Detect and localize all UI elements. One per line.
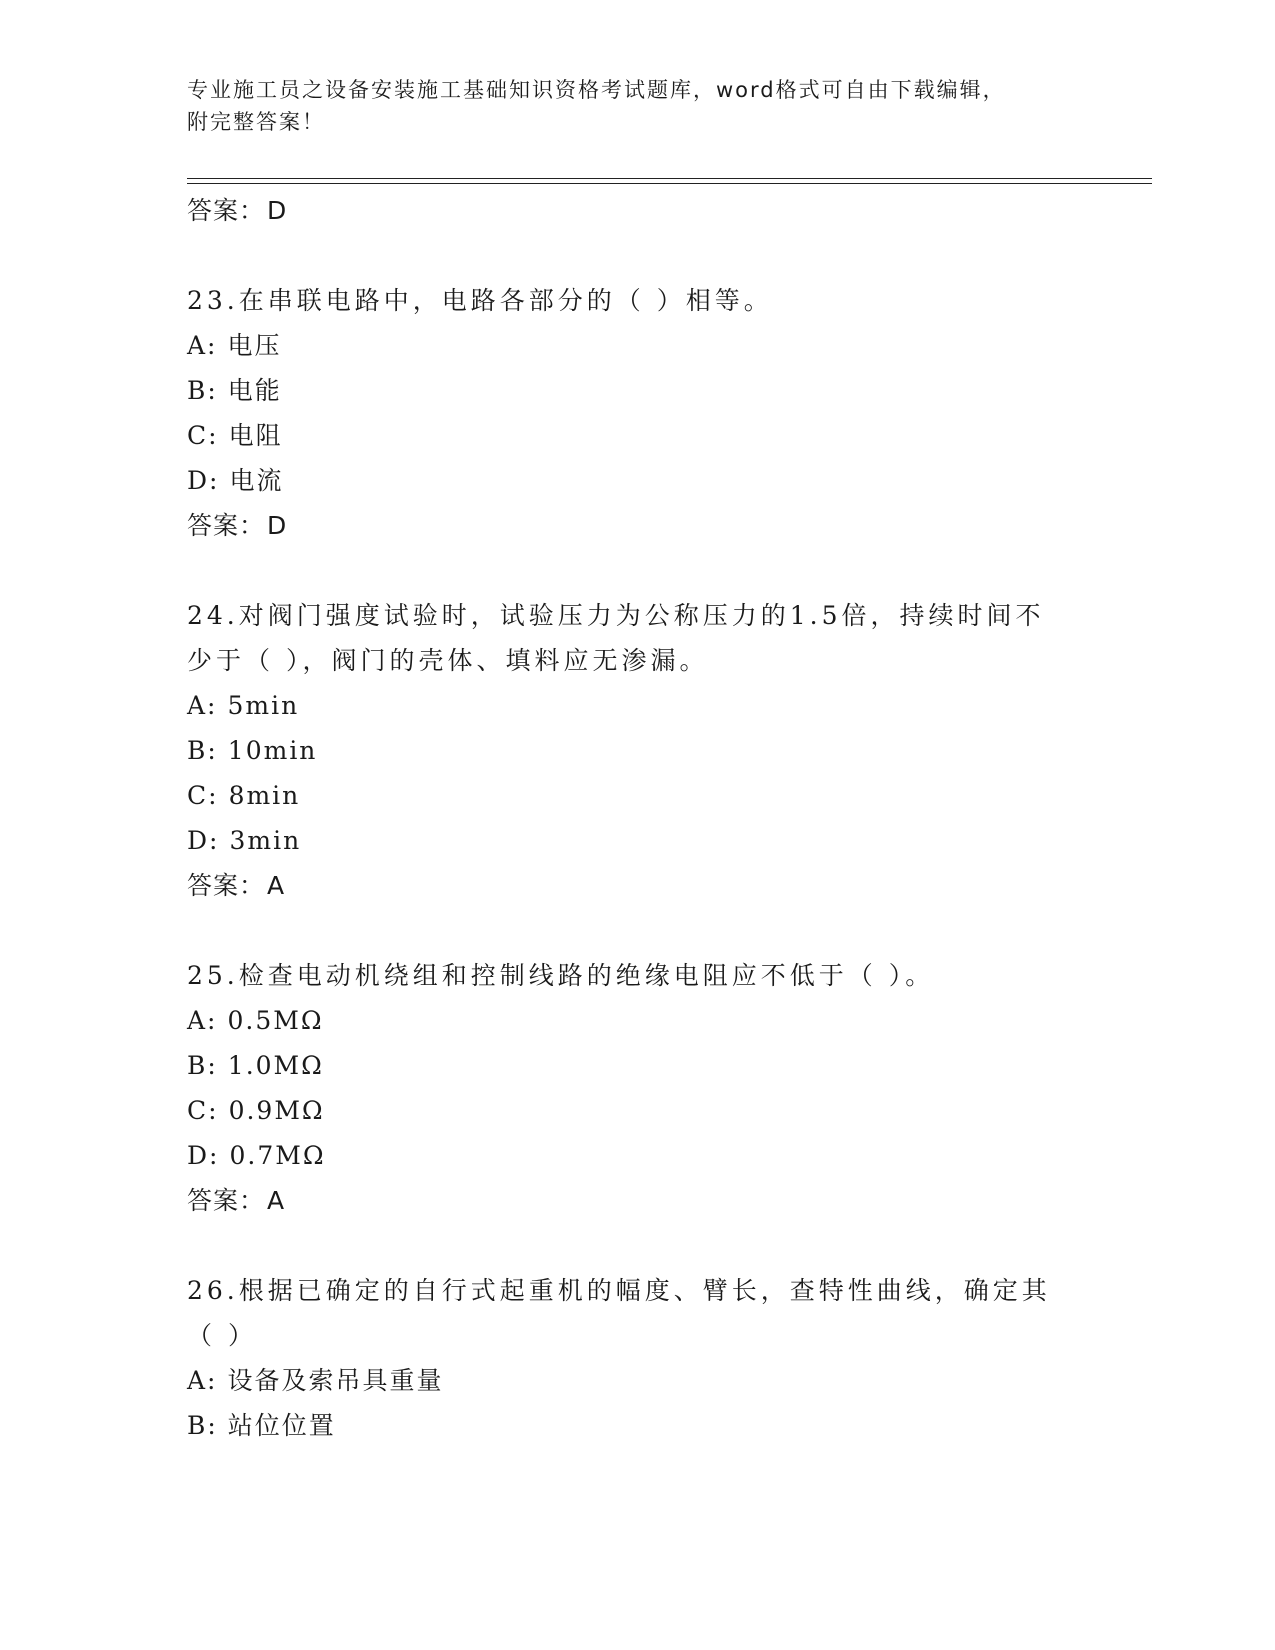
answer-value: A bbox=[267, 1186, 286, 1215]
option-text: 0.9MΩ bbox=[228, 1096, 325, 1125]
option-b bbox=[187, 728, 1067, 773]
option-key: A: bbox=[187, 1366, 218, 1395]
question-25 bbox=[187, 953, 1067, 1223]
option-text: 10min bbox=[227, 736, 318, 765]
option-key: B: bbox=[187, 376, 218, 405]
option-key: B: bbox=[187, 1411, 218, 1440]
option-text: 电流 bbox=[229, 466, 284, 495]
option-text: 1.0MΩ bbox=[227, 1051, 324, 1080]
option-a bbox=[187, 1358, 1067, 1403]
option-text: 8min bbox=[228, 781, 301, 810]
spacer bbox=[187, 908, 1067, 953]
answer-label: 答案： bbox=[187, 511, 266, 540]
spacer bbox=[187, 548, 1067, 593]
option-key: C: bbox=[187, 421, 219, 450]
option-text: 电压 bbox=[227, 331, 282, 360]
header-line-1: 专业施工员之设备安装施工基础知识资格考试题库，word格式可自由下载编辑， bbox=[187, 78, 1006, 102]
option-a bbox=[187, 683, 1067, 728]
question-text: 23.在串联电路中，电路各部分的（ ）相等。 bbox=[187, 286, 773, 315]
option-key: C: bbox=[187, 781, 219, 810]
answer-label: 答案： bbox=[187, 871, 266, 900]
option-c bbox=[187, 1088, 1067, 1133]
spacer bbox=[187, 233, 1067, 278]
answer-label: 答案： bbox=[187, 1186, 266, 1215]
option-key: C: bbox=[187, 1096, 219, 1125]
option-key: D: bbox=[187, 826, 220, 855]
option-text: 0.7MΩ bbox=[229, 1141, 326, 1170]
option-text: 电阻 bbox=[228, 421, 283, 450]
option-key: A: bbox=[187, 691, 218, 720]
option-b bbox=[187, 1043, 1067, 1088]
answer-line bbox=[187, 863, 1067, 908]
option-key: D: bbox=[187, 1141, 220, 1170]
option-text: 站位位置 bbox=[227, 1411, 336, 1440]
option-text: 设备及索吊具重量 bbox=[227, 1366, 444, 1395]
question-24 bbox=[187, 593, 1067, 908]
answer-value: D bbox=[267, 511, 288, 540]
option-d bbox=[187, 818, 1067, 863]
answer-line bbox=[187, 188, 1067, 233]
option-text: 电能 bbox=[227, 376, 282, 405]
question-text: 24.对阀门强度试验时，试验压力为公称压力的1.5倍，持续时间不少于（ ），阀门的壳体、填料应无渗漏。 bbox=[187, 601, 1045, 675]
answer-line bbox=[187, 1178, 1067, 1223]
header-divider-top bbox=[187, 178, 1152, 179]
option-text: 5min bbox=[227, 691, 300, 720]
answer-value: D bbox=[267, 196, 288, 225]
question-23 bbox=[187, 278, 1067, 548]
spacer bbox=[187, 1223, 1067, 1268]
page-header bbox=[187, 74, 1067, 138]
header-line-2: 附完整答案！ bbox=[187, 110, 325, 134]
question-26 bbox=[187, 1268, 1067, 1448]
option-d bbox=[187, 458, 1067, 503]
option-d bbox=[187, 1133, 1067, 1178]
answer-label: 答案： bbox=[187, 196, 266, 225]
option-a bbox=[187, 323, 1067, 368]
question-list bbox=[187, 188, 1067, 1448]
option-a bbox=[187, 998, 1067, 1043]
option-key: A: bbox=[187, 331, 218, 360]
answer-line bbox=[187, 503, 1067, 548]
option-text: 0.5MΩ bbox=[227, 1006, 324, 1035]
option-c bbox=[187, 773, 1067, 818]
answer-value: A bbox=[267, 871, 286, 900]
option-c bbox=[187, 413, 1067, 458]
option-b bbox=[187, 368, 1067, 413]
question-text: 25.检查电动机绕组和控制线路的绝缘电阻应不低于（ ）。 bbox=[187, 961, 935, 990]
question-text: 26.根据已确定的自行式起重机的幅度、臂长，查特性曲线，确定其（ ） bbox=[187, 1276, 1051, 1350]
option-key: A: bbox=[187, 1006, 218, 1035]
option-b bbox=[187, 1403, 1067, 1448]
option-key: D: bbox=[187, 466, 220, 495]
option-text: 3min bbox=[229, 826, 302, 855]
option-key: B: bbox=[187, 736, 218, 765]
option-key: B: bbox=[187, 1051, 218, 1080]
header-divider-bottom bbox=[187, 183, 1152, 184]
